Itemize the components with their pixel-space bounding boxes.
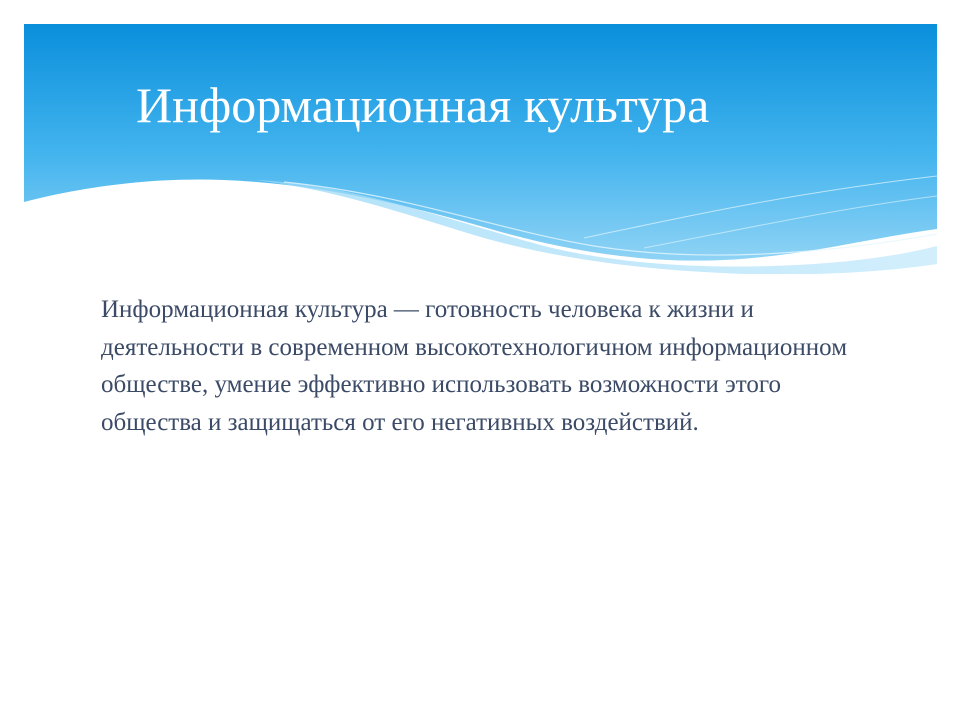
header-band-shape xyxy=(24,24,937,261)
wave-graphic xyxy=(24,24,937,274)
slide-title: Информационная культура xyxy=(136,77,710,133)
header-wave-banner xyxy=(24,24,937,274)
slide-body-text: Информационная культура — готовность человека к жизни и деятельности в современном высокотехнологичном информационном обществе, умение эффективно использовать возможности этого общества и защищаться от его негативных воздействий. xyxy=(101,296,848,436)
